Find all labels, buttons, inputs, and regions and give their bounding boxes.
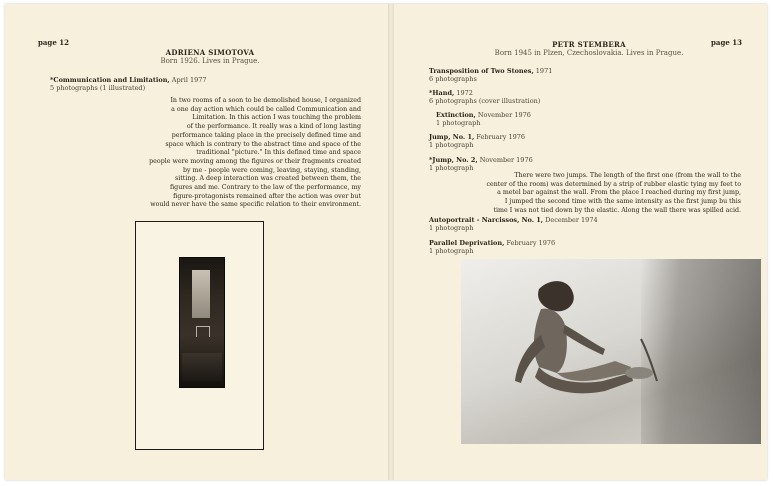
work-entry bbox=[50, 76, 207, 92]
seated-figure bbox=[481, 269, 681, 429]
description-line: Limitation. In this action I was touching the problem bbox=[192, 114, 361, 122]
work-description bbox=[31, 97, 361, 210]
work-title: Autoportrait - Narcissos, No. 1, bbox=[429, 216, 544, 224]
artist-bio: Born 1945 in Plzen, Czechoslovakia. Lives in Prague. bbox=[494, 49, 684, 57]
page-number: page 12 bbox=[38, 38, 69, 47]
description-line: I jumped the second time with the same intensity as the first jump bu this bbox=[504, 198, 741, 206]
work-title: *Jump, No. 2, bbox=[429, 156, 478, 164]
work-details: 1 photograph bbox=[429, 141, 474, 149]
catalog-spread bbox=[5, 4, 767, 480]
work-title: Parallel Deprivation, bbox=[429, 239, 505, 247]
description-line: performance taking place in the precisely defined time and bbox=[171, 131, 361, 139]
work-entry bbox=[429, 89, 540, 105]
description-line: space which is contrary to the abstract time and space of the bbox=[165, 140, 361, 148]
work-details: 1 photograph bbox=[436, 119, 481, 127]
description-line: There were two jumps. The length of the first one (from the wall to the bbox=[514, 172, 741, 179]
work-entry bbox=[429, 156, 533, 172]
description-line: center of the room) was determined by a strip of rubber elastic tying my feet to bbox=[486, 180, 741, 188]
left-page bbox=[5, 4, 388, 480]
framed-photograph bbox=[135, 221, 264, 450]
work-date: 1971 bbox=[535, 67, 553, 75]
work-entry bbox=[429, 216, 598, 232]
work-title: *Hand, bbox=[429, 89, 455, 97]
work-description bbox=[441, 172, 741, 216]
work-title: Jump, No. 1, bbox=[429, 133, 475, 141]
work-date: November 1976 bbox=[479, 156, 533, 164]
work-details: 1 photograph bbox=[429, 164, 474, 172]
stool-figure bbox=[196, 326, 210, 337]
work-details: 5 photographs (1 illustrated) bbox=[50, 84, 146, 92]
artist-name: PETR STEMBERA bbox=[552, 40, 626, 49]
work-date: April 1977 bbox=[171, 76, 207, 84]
work-date: 1972 bbox=[456, 89, 473, 97]
description-line: sitting. A deep interaction was created between them, the bbox=[175, 175, 361, 183]
performance-photograph bbox=[461, 259, 761, 444]
description-line: would never have the same specific relation to their environment. bbox=[150, 201, 361, 209]
artist-bio: Born 1926. Lives in Prague. bbox=[160, 57, 260, 65]
work-details: 6 photographs bbox=[429, 75, 477, 83]
work-title: *Communication and Limitation, bbox=[50, 76, 170, 84]
description-line: In two rooms of a soon to be demolished house, I organized bbox=[170, 97, 361, 104]
work-entry bbox=[436, 111, 531, 127]
room-photograph bbox=[179, 257, 225, 388]
floor bbox=[182, 353, 222, 381]
work-entry bbox=[429, 67, 552, 83]
description-line: a one day action which could be called Communication and bbox=[171, 105, 361, 113]
work-details: 1 photograph bbox=[429, 247, 474, 255]
description-line: figure-protagonists remained after the action was over but bbox=[173, 192, 361, 200]
doorway bbox=[192, 270, 210, 318]
description-line: figures and me. Contrary to the law of the performance, my bbox=[169, 184, 361, 192]
work-entry bbox=[429, 133, 525, 149]
work-entry bbox=[429, 239, 555, 255]
artist-name: ADRIENA SIMOTOVA bbox=[165, 48, 255, 57]
description-line: of the performance. It really was a kind of long lasting bbox=[186, 123, 361, 131]
artist-header bbox=[454, 40, 724, 58]
right-page bbox=[394, 4, 767, 480]
work-title: Transposition of Two Stones, bbox=[429, 67, 534, 75]
work-date: December 1974 bbox=[545, 216, 598, 224]
description-line: people were moving among the figures or their fragments created bbox=[149, 157, 361, 165]
description-line: traditional "picture." In this defined time and space bbox=[196, 149, 361, 157]
work-details: 1 photograph bbox=[429, 224, 474, 232]
artist-header bbox=[135, 48, 285, 66]
work-date: February 1976 bbox=[476, 133, 526, 141]
description-line: time I was not tied down by the elastic. Along the wall there was spilled acid. bbox=[493, 206, 741, 214]
work-date: February 1976 bbox=[506, 239, 556, 247]
work-details: 6 photographs (cover illustration) bbox=[429, 97, 541, 105]
page-number: page 13 bbox=[711, 38, 742, 47]
work-title: Extinction, bbox=[436, 111, 476, 119]
work-date: November 1976 bbox=[477, 111, 531, 119]
description-line: a metel bar against the wall. From the place I reached during my first jump, bbox=[497, 189, 741, 197]
description-line: by me - people were coming, leaving, staying, standing, bbox=[182, 166, 361, 174]
